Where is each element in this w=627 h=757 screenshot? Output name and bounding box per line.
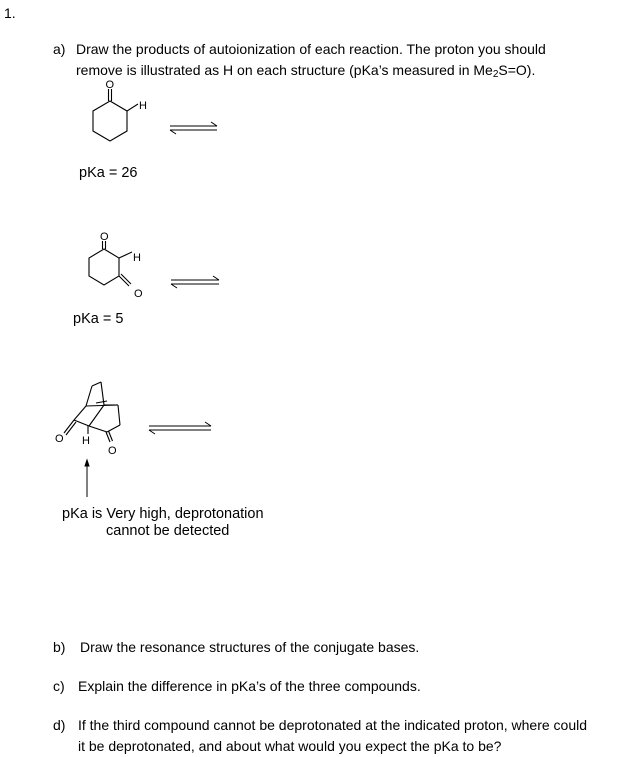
- part-a-line1: Draw the products of autoionization of each reaction. The proton you should: [76, 41, 546, 57]
- part-b-label: b): [53, 639, 66, 655]
- part-d-line2: it be deprotonated, and about what would you expect the pKa to be?: [78, 738, 502, 754]
- compound-1-oxygen: O: [105, 79, 115, 91]
- part-a-line2: remove is illustrated as H on each structure (pKa’s measured in $Me_2S=O$).: [76, 62, 536, 80]
- compound-2-proton: H: [133, 252, 141, 264]
- part-a-label: a): [53, 41, 66, 57]
- compound-2-oxygen-1: O: [100, 231, 109, 243]
- compound-3-proton: H: [82, 435, 90, 447]
- part-c-label: c): [53, 678, 65, 694]
- compound-3-pka-line2: cannot be detected: [106, 523, 230, 539]
- part-c-text: Explain the difference in pKa’s of the three compounds.: [78, 678, 421, 694]
- compound-1-pka: pKa = 26: [79, 165, 138, 181]
- compound-3-oxygen-2: O: [108, 445, 117, 457]
- part-d-label: d): [53, 717, 66, 733]
- compound-3-pka-line1: pKa is Very high, deprotonation: [62, 506, 264, 522]
- compound-3-oxygen-1: O: [55, 433, 64, 445]
- part-d-line1: If the third compound cannot be deprotonated at the indicated proton, where could: [78, 717, 588, 733]
- problem-number: 1.: [4, 5, 16, 21]
- compound-2-pka: pKa = 5: [73, 311, 124, 327]
- compound-1-proton: H: [139, 100, 147, 112]
- part-b-text: Draw the resonance structures of the conjugate bases.: [80, 639, 420, 655]
- compound-2-oxygen-2: O: [134, 288, 143, 300]
